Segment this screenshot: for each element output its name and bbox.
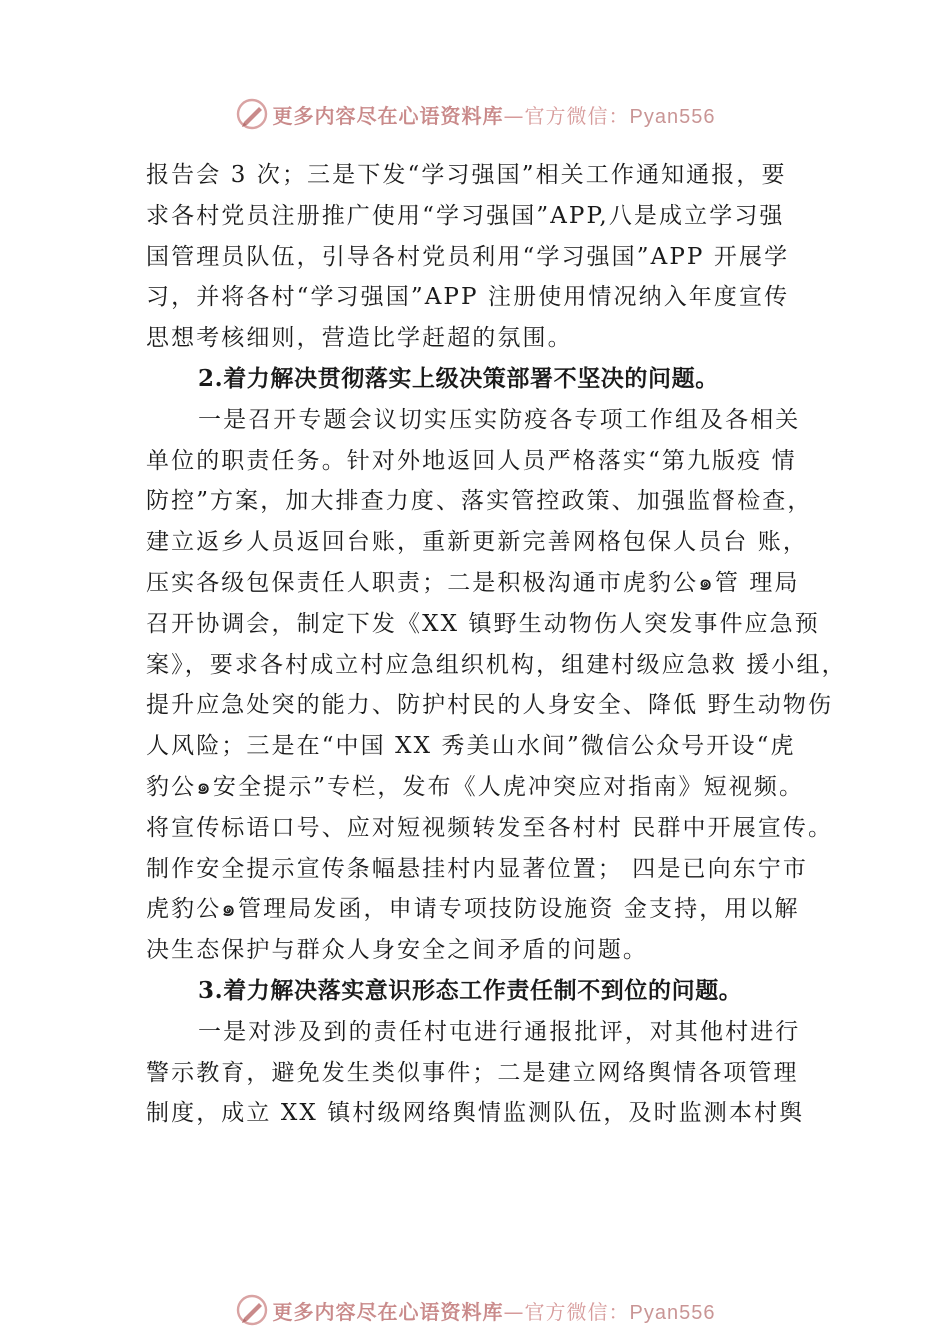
text-line: 将宣传标语口号、应对短视频转发至各村村 民群中开展宣传。 bbox=[146, 814, 834, 841]
section-heading-3: 3.着力解决落实意识形态工作责任制不到位的问题。 bbox=[198, 976, 743, 1004]
text-line: 建立返乡人员返回台账，重新更新完善网格包保人员台 账， bbox=[146, 529, 809, 556]
watermark-id: Pyan556 bbox=[629, 1301, 716, 1324]
text-line: 一是召开专题会议切实压实防疫各专项工作组及各相关 bbox=[198, 406, 801, 433]
text-line: 习，并将各村“学习强国”APP 注册使用情况纳入年度宣传 bbox=[146, 284, 790, 311]
text-line: 压实各级包保责任人职责；二是积极沟通市虎豹公๑管 理局 bbox=[146, 569, 800, 596]
watermark-main: 更多内容尽在心语资料库 bbox=[272, 103, 504, 128]
text-line: 决生态保护与群众人身安全之间矛盾的问题。 bbox=[146, 937, 648, 964]
text-line: 思想考核细则，营造比学赶超的氛围。 bbox=[146, 325, 573, 352]
text-line: 单位的职责任务。针对外地返回人员严格落实“第九版疫 情 bbox=[146, 447, 797, 474]
watermark-dash: — bbox=[503, 1299, 525, 1324]
watermark-suffix: 官方微信： bbox=[524, 103, 630, 128]
text-line: 豹公๑安全提示”专栏，发布《人虎冲突应对指南》短视频。 bbox=[146, 773, 805, 800]
text-line: 召开协调会，制定下发《XX 镇野生动物伤人突发事件应急预 bbox=[146, 610, 820, 637]
watermark-id: Pyan556 bbox=[629, 105, 716, 128]
footer-watermark bbox=[0, 1290, 950, 1330]
text-line: 虎豹公๑管理局发函，申请专项技防设施资 金支持，用以解 bbox=[146, 896, 800, 923]
text-line: 国管理员队伍，引导各村党员利用“学习强国”APP 开展学 bbox=[146, 243, 790, 270]
text-line: 报告会 3 次；三是下发“学习强国”相关工作通知通报，要 bbox=[146, 162, 787, 188]
section-heading-2: 2.着力解决贯彻落实上级决策部署不坚决的问题。 bbox=[198, 364, 719, 392]
header-watermark bbox=[0, 94, 950, 134]
watermark-suffix: 官方微信： bbox=[524, 1299, 630, 1324]
pen-logo-icon bbox=[235, 1293, 269, 1327]
watermark-dash: — bbox=[503, 103, 525, 128]
text-line: 提升应急处突的能力、防护村民的人身安全、降低 野生动物伤 bbox=[146, 692, 834, 719]
text-line: 制作安全提示宣传条幅悬挂村内显著位置； 四是已向东宁市 bbox=[146, 855, 809, 882]
text-line: 求各村党员注册推广使用“学习强国”APP,八是成立学习强 bbox=[146, 202, 785, 229]
document-body bbox=[146, 155, 847, 1134]
text-line: 制度，成立 XX 镇村级网络舆情监测队伍，及时监测本村舆 bbox=[146, 1100, 805, 1127]
text-line: 案》，要求各村成立村应急组织机构，组建村级应急救 援小组， bbox=[146, 651, 847, 678]
text-line: 防控”方案，加大排查力度、落实管控政策、加强监督检查， bbox=[146, 488, 813, 515]
watermark-main: 更多内容尽在心语资料库 bbox=[272, 1299, 504, 1324]
text-line: 人风险；三是在“中国 XX 秀美山水间”微信公众号开设“虎 bbox=[146, 733, 796, 760]
pen-logo-icon bbox=[235, 97, 269, 131]
text-line: 一是对涉及到的责任村屯进行通报批评，对其他村进行 bbox=[198, 1018, 801, 1045]
text-line: 警示教育，避免发生类似事件；二是建立网络舆情各项管理 bbox=[146, 1059, 799, 1086]
